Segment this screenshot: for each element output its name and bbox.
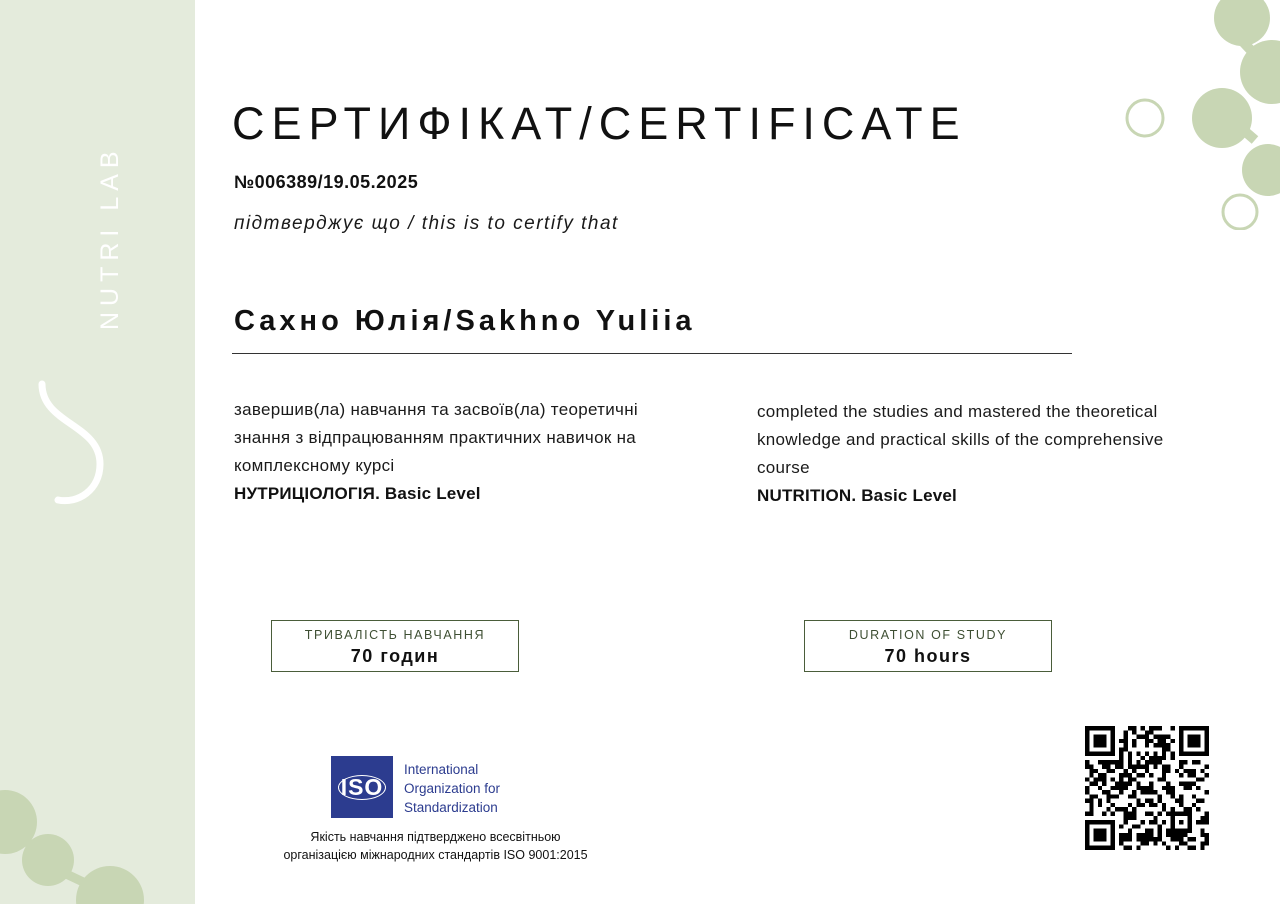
left-decorative-sidebar	[0, 0, 195, 904]
duration-value-ua: 70 годин	[350, 646, 440, 666]
iso-caption-line1: Якість навчання підтверджено всесвітньою	[310, 830, 561, 844]
duration-box-en	[804, 620, 1052, 672]
duration-box-ua	[271, 620, 519, 672]
body-column-ua	[234, 396, 664, 508]
course-name-en: NUTRITION. Basic Level	[757, 486, 957, 505]
iso-badge-icon	[331, 756, 393, 818]
qr-code[interactable]	[1085, 726, 1209, 850]
body-column-en	[757, 398, 1177, 510]
iso-caption-line2: організацією міжнародних стандартів ISO 9001:2015	[283, 848, 588, 862]
molecule-decoration-bottom-left	[0, 704, 195, 904]
iso-org-line2: Organization for	[404, 781, 501, 796]
iso-org-line3: Standardization	[404, 800, 498, 815]
certificate-number: №006389/19.05.2025	[234, 172, 419, 192]
certificate-content	[195, 0, 1280, 904]
qr-code-image	[1085, 726, 1209, 850]
iso-caption	[263, 828, 608, 864]
course-name-ua: НУТРИЦІОЛОГІЯ. Basic Level	[234, 484, 481, 503]
duration-label-en: DURATION OF STUDY	[848, 628, 1008, 642]
iso-logo	[331, 756, 541, 818]
duration-label-ua: ТРИВАЛІСТЬ НАВЧАННЯ	[304, 628, 486, 642]
recipient-underline	[232, 353, 1072, 354]
certify-statement: підтверджує що / this is to certify that	[234, 213, 619, 234]
iso-org-text	[404, 760, 500, 817]
page-title: СЕРТИФІКАТ/CERTIFICATE	[232, 98, 967, 149]
duration-value-en: 70 hours	[884, 646, 972, 666]
brand-wave-mark	[38, 378, 104, 508]
recipient-name: Сахно Юлія/Sakhno Yuliia	[234, 305, 696, 337]
iso-org-line1: International	[404, 762, 479, 777]
iso-badge-text: ISO	[340, 773, 384, 800]
body-text-en: completed the studies and mastered the theoretical knowledge and practical skills of the comprehensive course	[757, 402, 1164, 477]
body-text-ua: завершив(ла) навчання та засвоїв(ла) теоретичні знання з відпрацюванням практичних навичок на комплексному курсі	[234, 400, 638, 475]
brand-name: NUTRI LAB	[96, 145, 124, 330]
